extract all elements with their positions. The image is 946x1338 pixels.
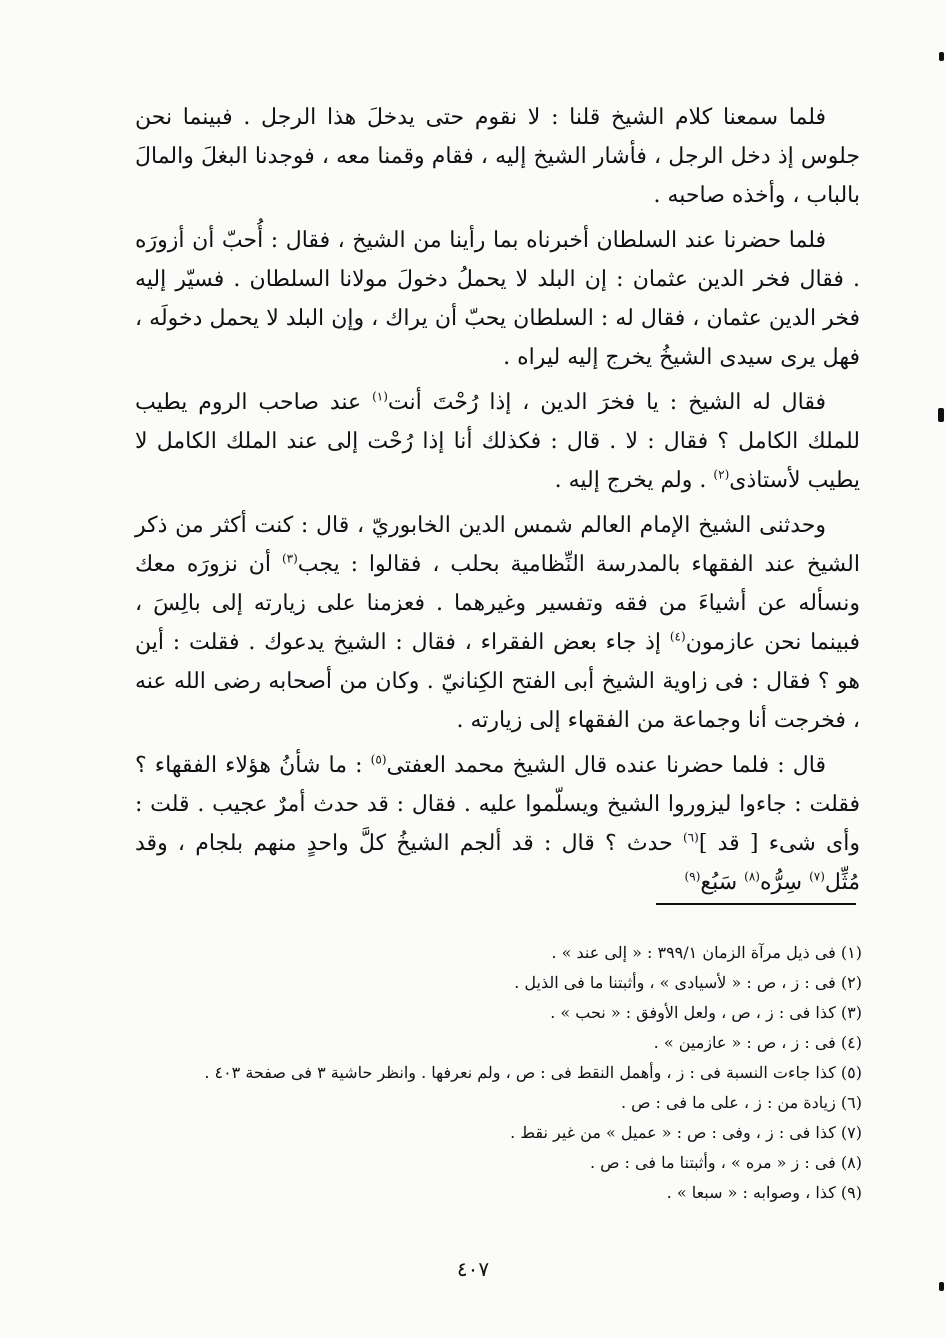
text-run: سِرُّه — [759, 870, 810, 895]
paragraph — [135, 506, 860, 740]
footnote-ref: (٨) — [744, 869, 760, 884]
footnote: (٣) كذا فى : ز ، ص ، ولعل الأوفق : « نحب » . — [550, 1003, 862, 1022]
text-run: أن نزورَه معك ونسأله عن أشياءَ من فقه وتفسير وغيرهما . فعزمنا على زيارته إلى بالِسَ ، فبينما نحن عازمون — [135, 552, 861, 655]
footnote: (٨) فى : ز « مره » ، وأثبتنا ما فى : ص . — [589, 1153, 862, 1172]
footnote: (٥) كذا جاءت النسبة فى : ز ، وأهمل النقط فى : ص ، ولم نعرفها . وانظر حاشية ٣ فى صفحة ٤٠٣ . — [204, 1063, 862, 1082]
footnote: (٢) فى : ز ، ص : « لأسيادى » ، وأثبتنا ما فى الذيل . — [514, 973, 862, 992]
main-text — [135, 98, 860, 908]
footnote-ref: (٥) — [370, 752, 387, 767]
footnote: (١) فى ذيل مرآة الزمان ٣٩٩/١ : « إلى عند » . — [551, 943, 862, 962]
footnote-ref: (٧) — [809, 869, 825, 884]
paragraph — [135, 383, 860, 500]
text-run: عند صاحب الروم يطيب للملك الكامل ؟ فقال : لا . قال : فكذلك أنا إذا رُحْت إلى عند الملك الكامل لا يطيب لأستاذى — [135, 390, 860, 493]
paragraph — [135, 98, 860, 215]
footnote: (٩) كذا ، وصوابه : « سبعا » . — [666, 1183, 862, 1202]
text-run: سَبُع — [700, 870, 745, 895]
text-run: حدث ؟ قال : قد ألجم الشيخُ كلَّ واحدٍ منهم بلجام ، وقد مُثِّل — [135, 831, 860, 895]
margin-mark — [939, 52, 944, 61]
paragraph — [135, 221, 860, 377]
footnotes — [150, 938, 862, 1208]
footnote-separator — [656, 903, 856, 905]
footnote-ref: (٦) — [682, 830, 699, 845]
text-run: قال : فلما حضرنا عنده قال الشيخ محمد العفتى — [386, 753, 826, 778]
text-run: وحدثنى الشيخ الإمام العالم شمس الدين الخابوريّ ، قال : كنت أكثر من ذكر الشيخ عند الفقهاء بالمدرسة النِّظامية بحلب ، فقالوا : يجب — [135, 513, 860, 577]
text-run: : ما شأنُ هؤلاء الفقهاء ؟ فقلت : جاءوا ليزوروا الشيخ ويسلّموا عليه . فقال : قد حدث أمرٌ عجيب . قلت : وأى شىء [ قد ] — [135, 753, 860, 856]
text-run: . ولم يخرج إليه . — [554, 468, 714, 493]
footnote: (٦) زيادة من : ز ، على ما فى : ص . — [620, 1093, 862, 1112]
text-run: إذ جاء بعض الفقراء ، فقال : الشيخ يدعوك . فقلت : أين هو ؟ فقال : فى زاوية الشيخ أبى الفتح الكِنانيّ . وكان من أصحابه رضى الله عنه ، فخرجت أنا وجماعة من الفقهاء إلى زيارته . — [135, 630, 860, 733]
paragraph — [135, 746, 860, 902]
text-run: فلما حضرنا عند السلطان أخبرناه بما رأينا من الشيخ ، فقال : أُحبّ أن أزورَه . فقال فخر الدين عثمان : إن البلد لا يحملُ دخولَ مولانا السلطان . فسيّر إليه فخر الدين عثمان ، فقال له : السلطان يحبّ أن يراك ، وإن البلد لا يحمل دخولَه ، فهل يرى سيدى الشيخُ يخرج إليه ليراه . — [135, 228, 860, 370]
page-number: ٤٠٧ — [456, 1257, 490, 1281]
margin-mark — [938, 408, 944, 422]
margin-mark — [939, 1282, 944, 1291]
footnote-ref: (٣) — [281, 551, 298, 566]
footnote-ref: (٤) — [669, 629, 686, 644]
text-run: فلما سمعنا كلام الشيخ قلنا : لا نقوم حتى يدخلَ هذا الرجل . فبينما نحن جلوس إذ دخل الرجل ، فأشار الشيخ إليه ، فقام وقمنا معه ، فوجدنا البغلَ والمالَ بالباب ، وأخذه صاحبه . — [135, 105, 860, 208]
footnote: (٤) فى : ز ، ص : « عازمين » . — [653, 1033, 862, 1052]
footnote: (٧) كذا فى : ز ، وفى : ص : « عميل » من غير نقط . — [510, 1123, 862, 1142]
footnote-ref: (٢) — [713, 467, 730, 482]
footnote-ref: (١) — [372, 389, 388, 404]
footnote-ref: (٩) — [684, 869, 701, 884]
text-run: فقال له الشيخ : يا فخرَ الدين ، إذا رُحْتَ أنت — [387, 390, 826, 415]
